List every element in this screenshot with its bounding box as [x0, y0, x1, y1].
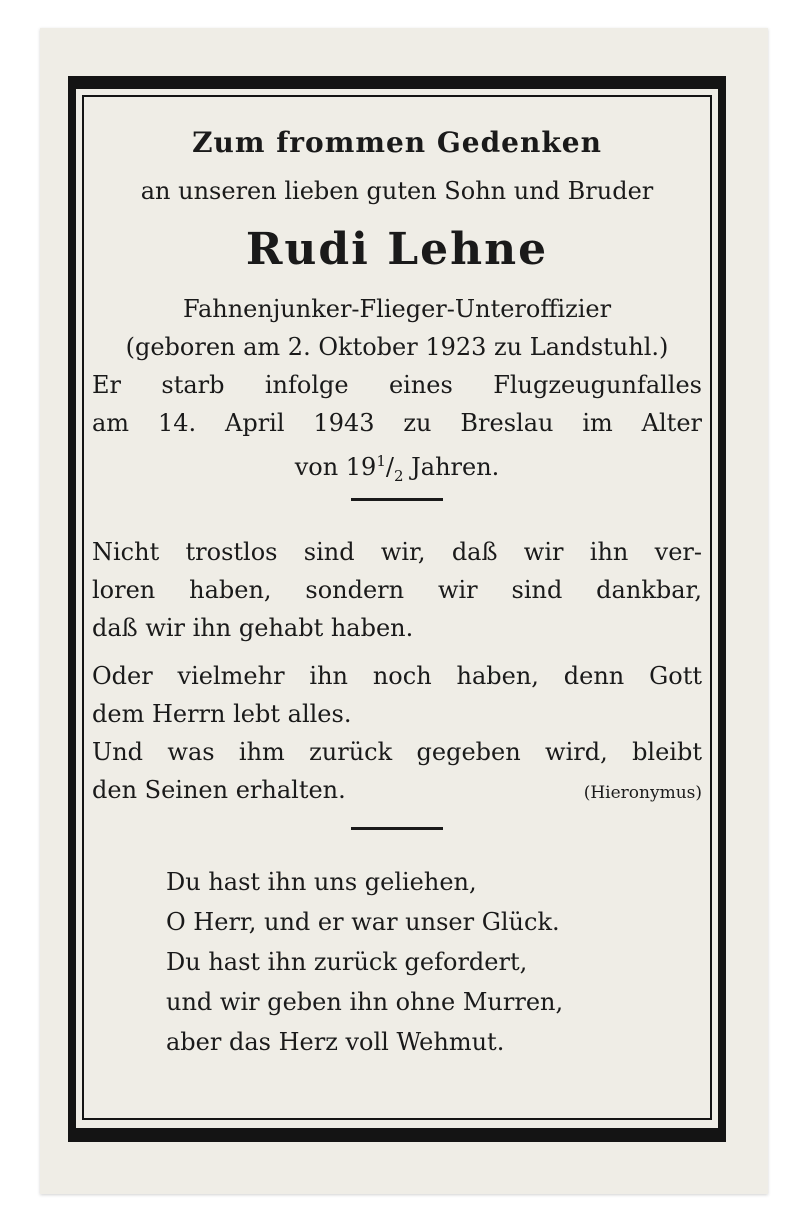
birth-info: (geboren am 2. Oktober 1923 zu Landstuhl.) [125, 333, 669, 361]
quote-paragraph-2 [92, 657, 702, 809]
poem-line: Du hast ihn uns geliehen, [166, 868, 477, 896]
card-text [92, 120, 702, 1062]
death-line-1: Er starb infolge eines Flugzeugunfalles [92, 371, 702, 399]
quote-line: loren haben, sondern wir sind dankbar, [92, 576, 702, 604]
quote-line: daß wir ihn gehabt haben. [92, 614, 414, 642]
age-prefix: von 19 [294, 453, 377, 481]
card-heading: Zum frommen Gedenken [192, 126, 602, 159]
poem-line: O Herr, und er war unser Glück. [166, 908, 560, 936]
quote-source: (Hieronymus) [583, 783, 702, 803]
quote-line: den Seinen erhalten. [92, 776, 346, 804]
quote-line: Oder vielmehr ihn noch haben, denn Gott [92, 662, 702, 690]
poem-line: Du hast ihn zurück gefordert, [166, 948, 528, 976]
quote-line: Und was ihm zurück gegeben wird, bleibt [92, 738, 702, 766]
poem-line: aber das Herz voll Wehmut. [166, 1028, 505, 1056]
poem-line: und wir geben ihn ohne Murren, [166, 988, 564, 1016]
deceased-name: Rudi Lehne [245, 224, 549, 275]
quote-line: dem Herrn lebt alles. [92, 700, 352, 728]
death-line-2: am 14. April 1943 zu Breslau im Alter [92, 409, 702, 437]
card-subheading: an unseren lieben guten Sohn und Bruder [140, 177, 654, 205]
quote-paragraph-1 [92, 533, 702, 647]
quote-last-row [92, 771, 702, 809]
military-rank: Fahnenjunker-Flieger-Unteroffizier [182, 295, 612, 323]
age-line: von $19^1/_2$ Jahren. [294, 452, 500, 485]
poem-block [92, 862, 702, 1062]
age-fraction-numerator: 1 [376, 452, 386, 470]
age-suffix: Jahren. [403, 453, 500, 481]
divider-rule-1 [351, 498, 443, 501]
quote-line: Nicht trostlos sind wir, daß wir ihn ver- [92, 538, 702, 566]
age-fraction-denominator: 2 [393, 466, 404, 485]
divider-rule-2 [351, 827, 443, 830]
